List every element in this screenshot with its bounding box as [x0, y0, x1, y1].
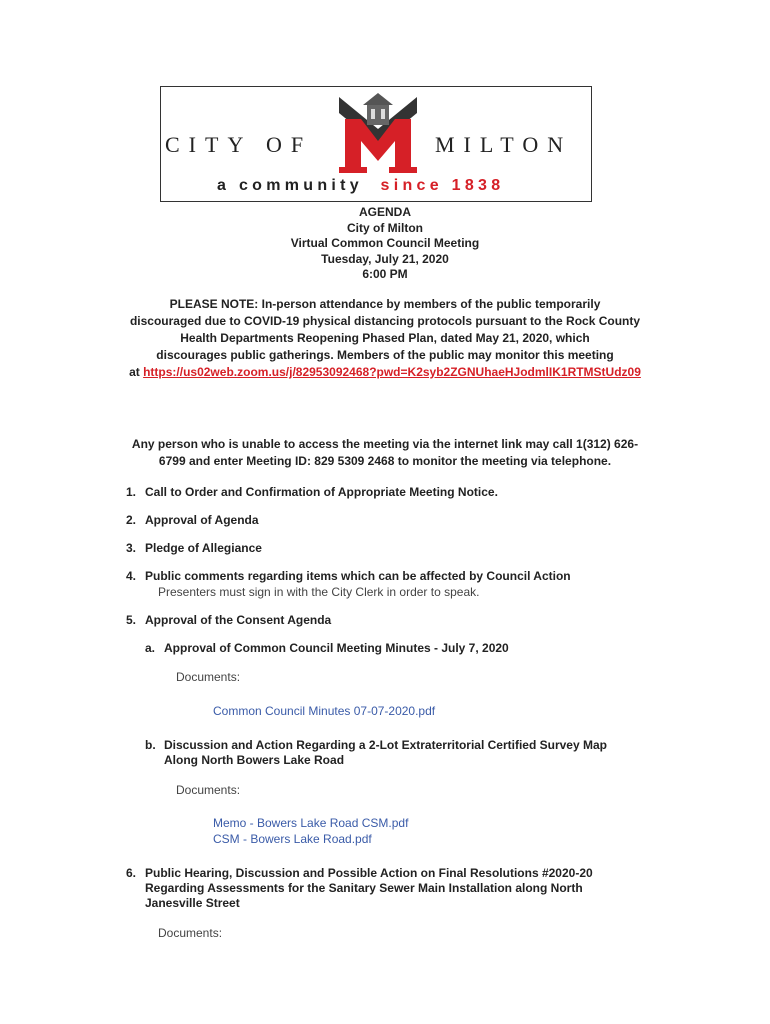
item-number: 2.: [126, 513, 137, 527]
covid-notice: [100, 296, 670, 381]
item-letter: a.: [145, 641, 156, 655]
meeting-name: Virtual Common Council Meeting: [290, 236, 480, 251]
city-name: City of Milton: [347, 220, 423, 235]
phone-instructions: [100, 436, 670, 470]
zoom-link[interactable]: https://us02web.zoom.us/j/82953092468?pwd=K2syb2ZGNUhaeHJodmlIK1RTMStUdz09: [143, 365, 641, 379]
logo-tagline: [217, 177, 504, 195]
item-letter: b.: [145, 738, 156, 752]
logo-city-text: CITY OF: [165, 132, 313, 157]
item-title-line-1: Public Hearing, Discussion and Possible Action on Final Resolutions #2020-20: [145, 866, 593, 880]
agenda-header: [0, 205, 770, 283]
item-number: 4.: [126, 569, 137, 583]
item-title: Call to Order and Confirmation of Appropriate Meeting Notice.: [145, 485, 498, 499]
logo-m-emblem-icon: [325, 89, 431, 175]
phone-line-1: Any person who is unable to access the meeting via the internet link may call 1(312) 626-: [131, 437, 639, 451]
item-4-note: Presenters must sign in with the City Clerk in order to speak.: [158, 585, 480, 599]
city-logo: [160, 86, 592, 202]
documents-label: Documents:: [158, 926, 223, 940]
document-link[interactable]: Memo - Bowers Lake Road CSM.pdf: [213, 816, 409, 830]
item-title: Approval of the Consent Agenda: [145, 613, 332, 627]
meeting-time: 6:00 PM: [362, 267, 408, 282]
phone-line-2: 6799 and enter Meeting ID: 829 5309 2468 to monitor the meeting via telephone.: [158, 454, 612, 468]
item-number: 6.: [126, 866, 137, 880]
documents-label: Documents:: [176, 783, 241, 797]
item-number: 1.: [126, 485, 137, 499]
notice-line-4: discourages public gatherings. Members of the public may monitor this meeting: [156, 348, 614, 362]
document-link[interactable]: Common Council Minutes 07-07-2020.pdf: [213, 704, 436, 718]
item-title-line-3: Janesville Street: [145, 896, 240, 910]
documents-label: Documents:: [176, 670, 241, 684]
notice-line-3: Health Departments Reopening Phased Plan, dated May 21, 2020, which: [180, 331, 590, 345]
notice-line-5: [100, 364, 670, 381]
item-title: Public comments regarding items which can be affected by Council Action: [145, 569, 571, 583]
meeting-date: Tuesday, July 21, 2020: [321, 251, 449, 266]
item-title-line-1: Discussion and Action Regarding a 2-Lot Extraterritorial Certified Survey Map: [164, 738, 607, 752]
notice-line-1: PLEASE NOTE: In-person attendance by members of the public temporarily: [169, 297, 601, 311]
tagline-since: since 1838: [380, 177, 505, 194]
item-title: Pledge of Allegiance: [145, 541, 262, 555]
item-number: 5.: [126, 613, 137, 627]
logo-milton-text: MILTON: [435, 132, 573, 157]
notice-line-2: discouraged due to COVID-19 physical distancing protocols pursuant to the Rock County: [129, 314, 641, 328]
document-link[interactable]: CSM - Bowers Lake Road.pdf: [213, 832, 372, 846]
tagline-community: a community: [217, 177, 363, 194]
item-title-line-2: Along North Bowers Lake Road: [164, 753, 345, 767]
notice-link-prefix: at: [129, 365, 144, 379]
item-title-line-2: Regarding Assessments for the Sanitary Sewer Main Installation along North: [145, 881, 583, 895]
item-title: Approval of Agenda: [145, 513, 259, 527]
item-number: 3.: [126, 541, 137, 555]
item-title: Approval of Common Council Meeting Minutes - July 7, 2020: [164, 641, 509, 655]
agenda-title: AGENDA: [358, 205, 411, 219]
